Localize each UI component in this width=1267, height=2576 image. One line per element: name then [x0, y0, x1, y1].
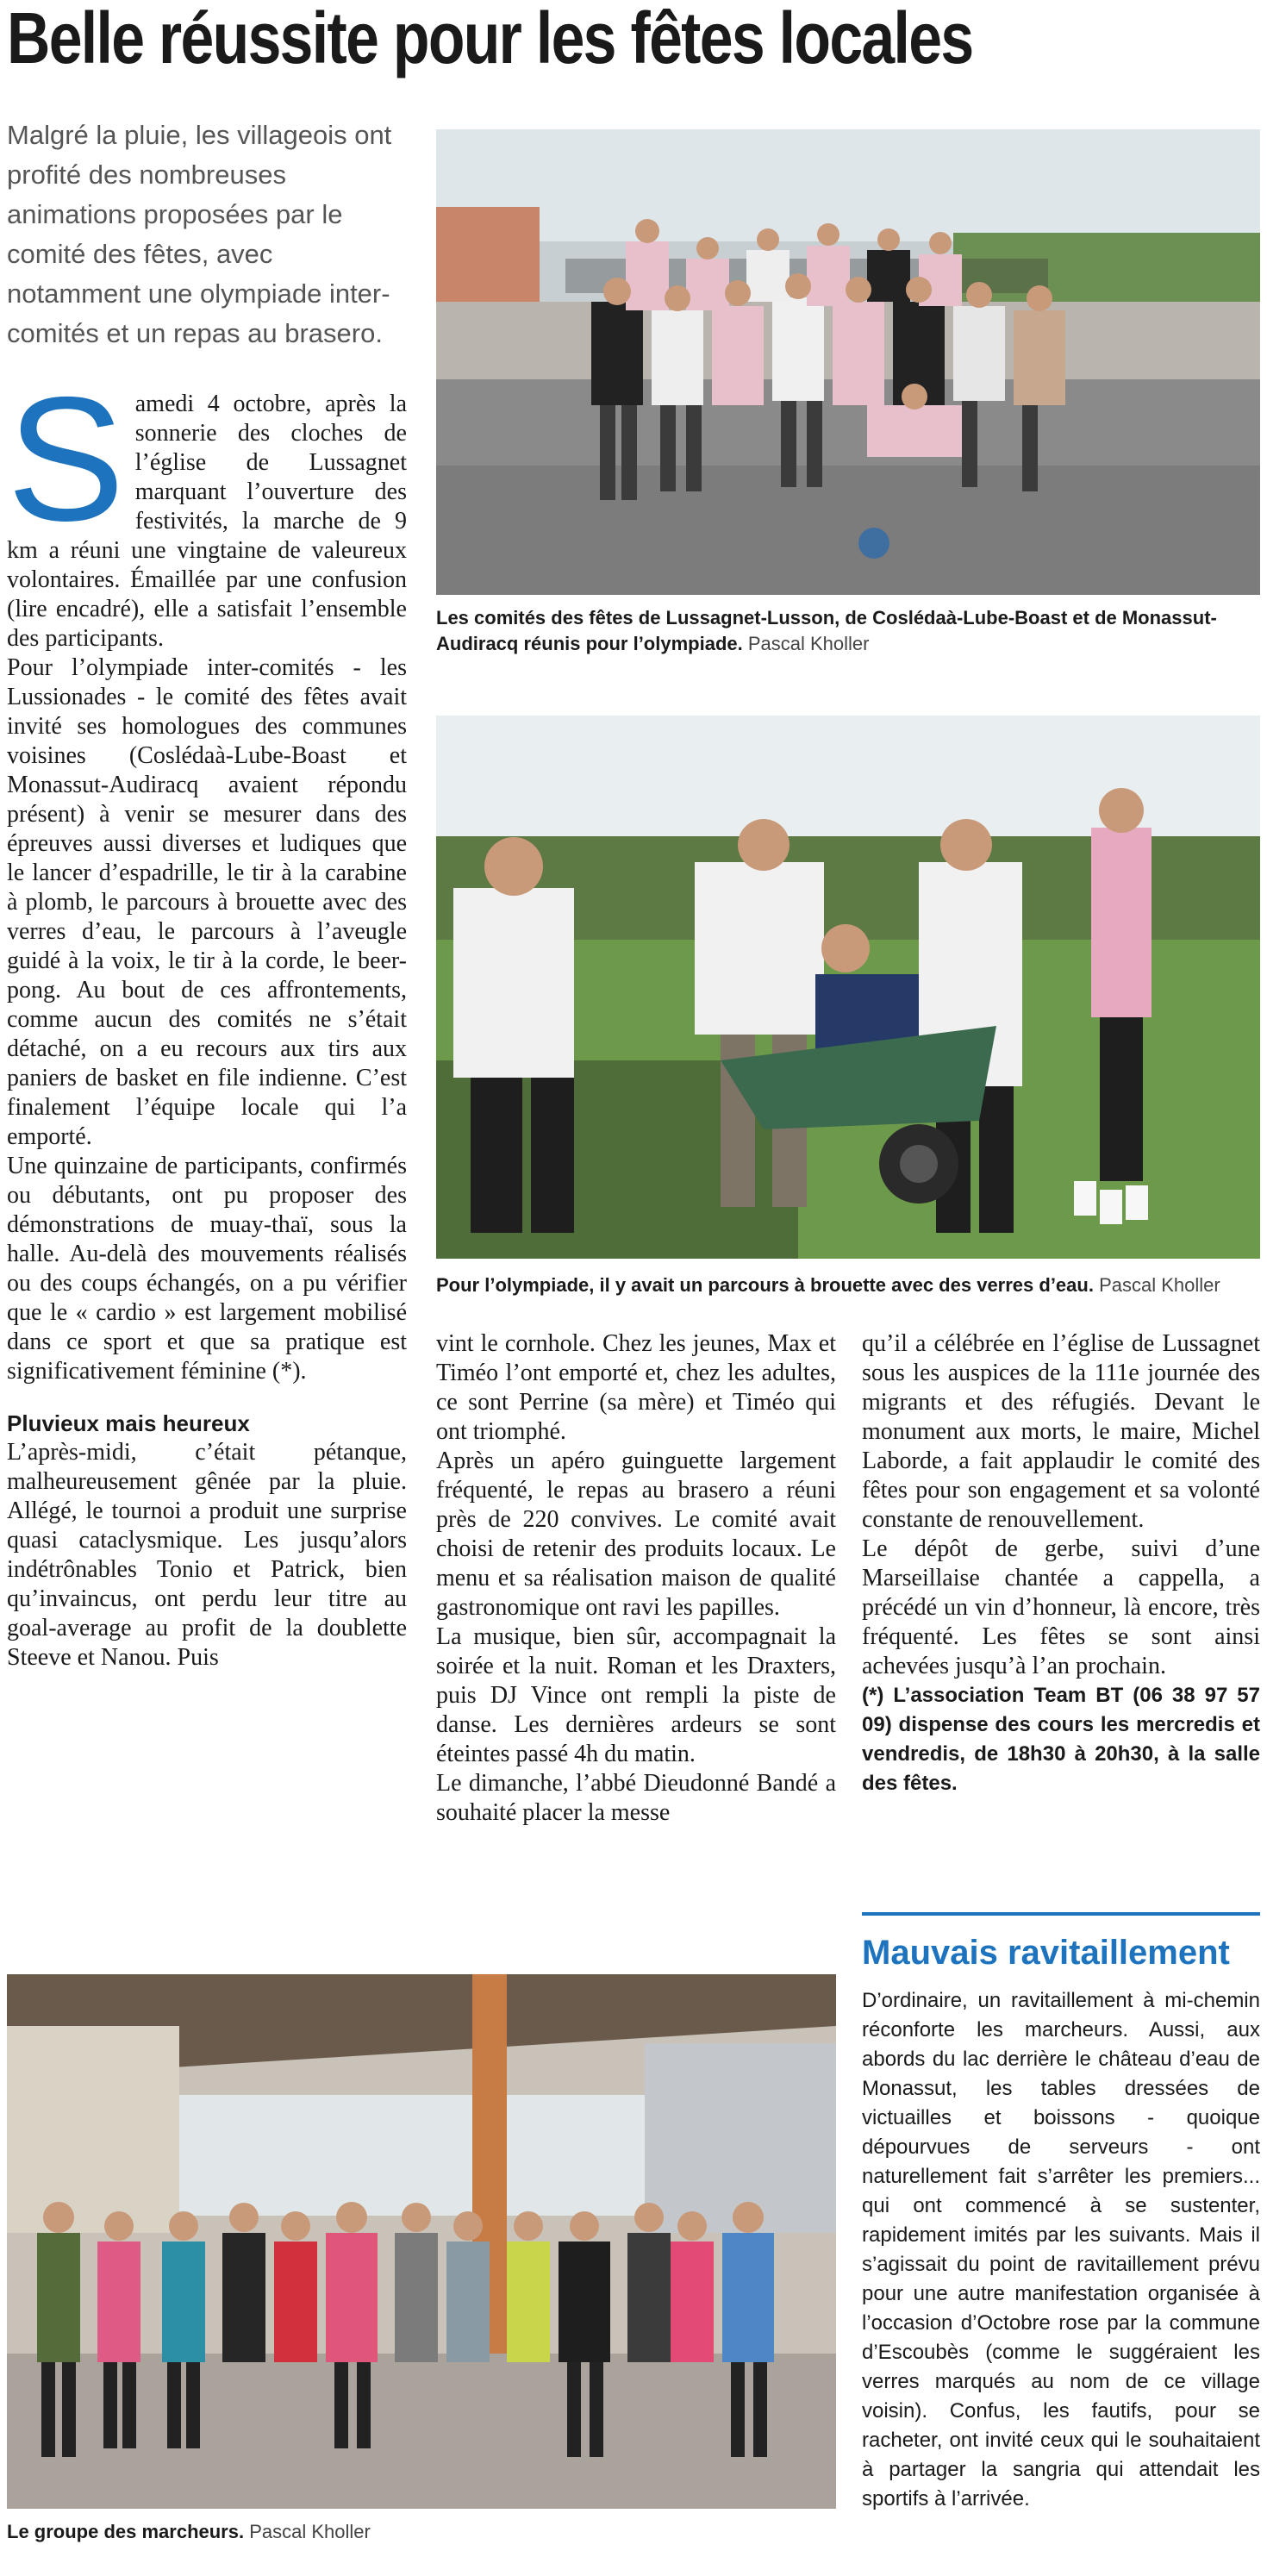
photo-wheelbarrow-race	[436, 716, 1260, 1259]
paragraph: qu’il a célébrée en l’église de Lussagnet sous les auspices de la 111e journée des migrants et des réfugiés. Devant le monument aux morts, le maire, Michel Laborde, a fait applaudir le comité des fêtes pour son engagement et sa volonté constante de renouvellement.	[862, 1330, 1260, 1533]
photo-credit: Pascal Kholler	[747, 633, 870, 654]
paragraph: Le dimanche, l’abbé Dieudonné Bandé a souhaité placer la messe	[436, 1770, 836, 1826]
caption-text: Les comités des fêtes de Lussagnet-Lusson, de Coslédaà-Lube-Boast et de Monassut-Audiracq réunis pour l’olympiade.	[436, 607, 1217, 654]
article-column-2	[436, 1329, 836, 1828]
drop-cap: S	[7, 360, 125, 558]
box-title: Mauvais ravitaillement	[862, 1934, 1230, 1972]
caption-photo-1	[436, 605, 1260, 657]
paragraph: Le dépôt de gerbe, suivi d’une Marseillaise chantée a cappella, a précédé un vin d’honneur, là encore, très fréquenté. Les fêtes se sont ainsi achevées jusqu’à l’an prochain.	[862, 1535, 1260, 1679]
paragraph: Pour l’olympiade inter-comités - les Lussionades - le comité des fêtes avait invité ses homologues des communes voisines (Coslédaà-Lube-Boast et Monassut-Audiracq avaient répondu présent) à venir se mesurer dans des épreuves aussi diverses et ludiques que le lancer d’espadrille, le tir à la carabine à plomb, le parcours à brouette avec des verres d’eau, le parcours à l’aveugle guidé à la voix, le tir à la corde, le beer-pong. Au bout de ces affrontements, comme aucun des comités ne s’était détaché, on a eu recours aux tirs aux paniers de basket en file indienne. C’est finalement l’équipe locale qui l’a emporté.	[7, 654, 407, 1150]
paragraph: L’après-midi, c’était pétanque, malheureusement gênée par la pluie. Allégé, le tournoi a produit une surprise quasi cataclysmique. Les jusqu’alors indétrônables Tonio et Patrick, bien qu’invaincus, ont perdu leur titre au goal-average au profit de la doublette Steeve et Nanou. Puis	[7, 1439, 407, 1671]
box-top-rule	[862, 1912, 1260, 1916]
article-column-1	[7, 360, 407, 1673]
box-body: D’ordinaire, un ravitaillement à mi-chemin réconforte les marcheurs. Aussi, aux abords du lac derrière le château d’eau de Monassut, les tables dressées de victuailles et boissons - quoique dépourvues de serveurs - ont naturellement fait s’arrêter les premiers... qui ont commencé à se sustenter, rapidement imités par les suivants. Mais il s’agissait du point de ravitaillement prévu pour une autre manifestation organisée à l’occasion d’Octobre rose par la commune d’Escoubès (comme le suggéraient les verres marqués au nom de ce village voisin). Confus, les fautifs, pour se racheter, ont invité ceux qui le souhaitaient à partager la sangria qui attendait les sportifs à l’arrivée.	[862, 1989, 1260, 2510]
chapo: Malgré la pluie, les villageois ont profité des nombreuses animations proposées par le comité des fêtes, avec notamment une olympiade inter-comités et un repas au brasero.	[7, 120, 392, 348]
paragraph: Après un apéro guinguette largement fréquenté, le repas au brasero a réuni près de 220 convives. Le comité avait choisi de retenir des produits locaux. Le menu et sa réalisation maison de qualité gastronomique ont ravi les papilles.	[436, 1447, 836, 1621]
headline: Belle réussite pour les fêtes locales	[7, 0, 973, 78]
footnote: (*) L’association Team BT (06 38 97 57 09) dispense des cours les mercredis et vendredis, de 18h30 à 20h30, à la salle des fêtes.	[862, 1684, 1260, 1795]
subheading: Pluvieux mais heureux	[7, 1410, 250, 1436]
article-column-3	[862, 1329, 1260, 1798]
photo-walkers-image	[7, 1974, 836, 2509]
photo-wheelbarrow-image	[436, 716, 1260, 1259]
caption-text: Le groupe des marcheurs.	[7, 2521, 245, 2542]
caption-photo-3	[7, 2519, 836, 2545]
photo-committees-image	[436, 129, 1260, 595]
paragraph: amedi 4 octobre, après la sonnerie des cloches de l’église de Lussagnet marquant l’ouverture des festivités, la marche de 9 km a réuni une vingtaine de valeureux volontaires. Émaillée par une confusion (lire encadré), elle a satisfait l’ensemble des participants.	[7, 391, 407, 652]
paragraph: Une quinzaine de participants, confirmés ou débutants, ont pu proposer des démonstrations de muay-thaï, sous la halle. Au-delà des mouvements réalisés ou des coups échangés, on a pu vérifier que le « cardio » est largement mobilisé dans ce sport et que sa pratique est significativement féminine (*).	[7, 1153, 407, 1385]
caption-photo-2	[436, 1272, 1260, 1298]
paragraph: La musique, bien sûr, accompagnait la soirée et la nuit. Roman et les Draxters, puis DJ Vince ont rempli la piste de danse. Les dernières ardeurs se sont éteintes passé 4h du matin.	[436, 1623, 836, 1767]
photo-credit: Pascal Kholler	[1099, 1274, 1220, 1296]
photo-credit: Pascal Kholler	[249, 2521, 371, 2542]
photo-walkers-group	[7, 1974, 836, 2509]
paragraph: vint le cornhole. Chez les jeunes, Max et Timéo l’ont emporté et, chez les adultes, ce sont Perrine (sa mère) et Timéo qui ont triomphé.	[436, 1330, 836, 1445]
caption-text: Pour l’olympiade, il y avait un parcours à brouette avec des verres d’eau.	[436, 1274, 1094, 1296]
photo-committees-group	[436, 129, 1260, 595]
